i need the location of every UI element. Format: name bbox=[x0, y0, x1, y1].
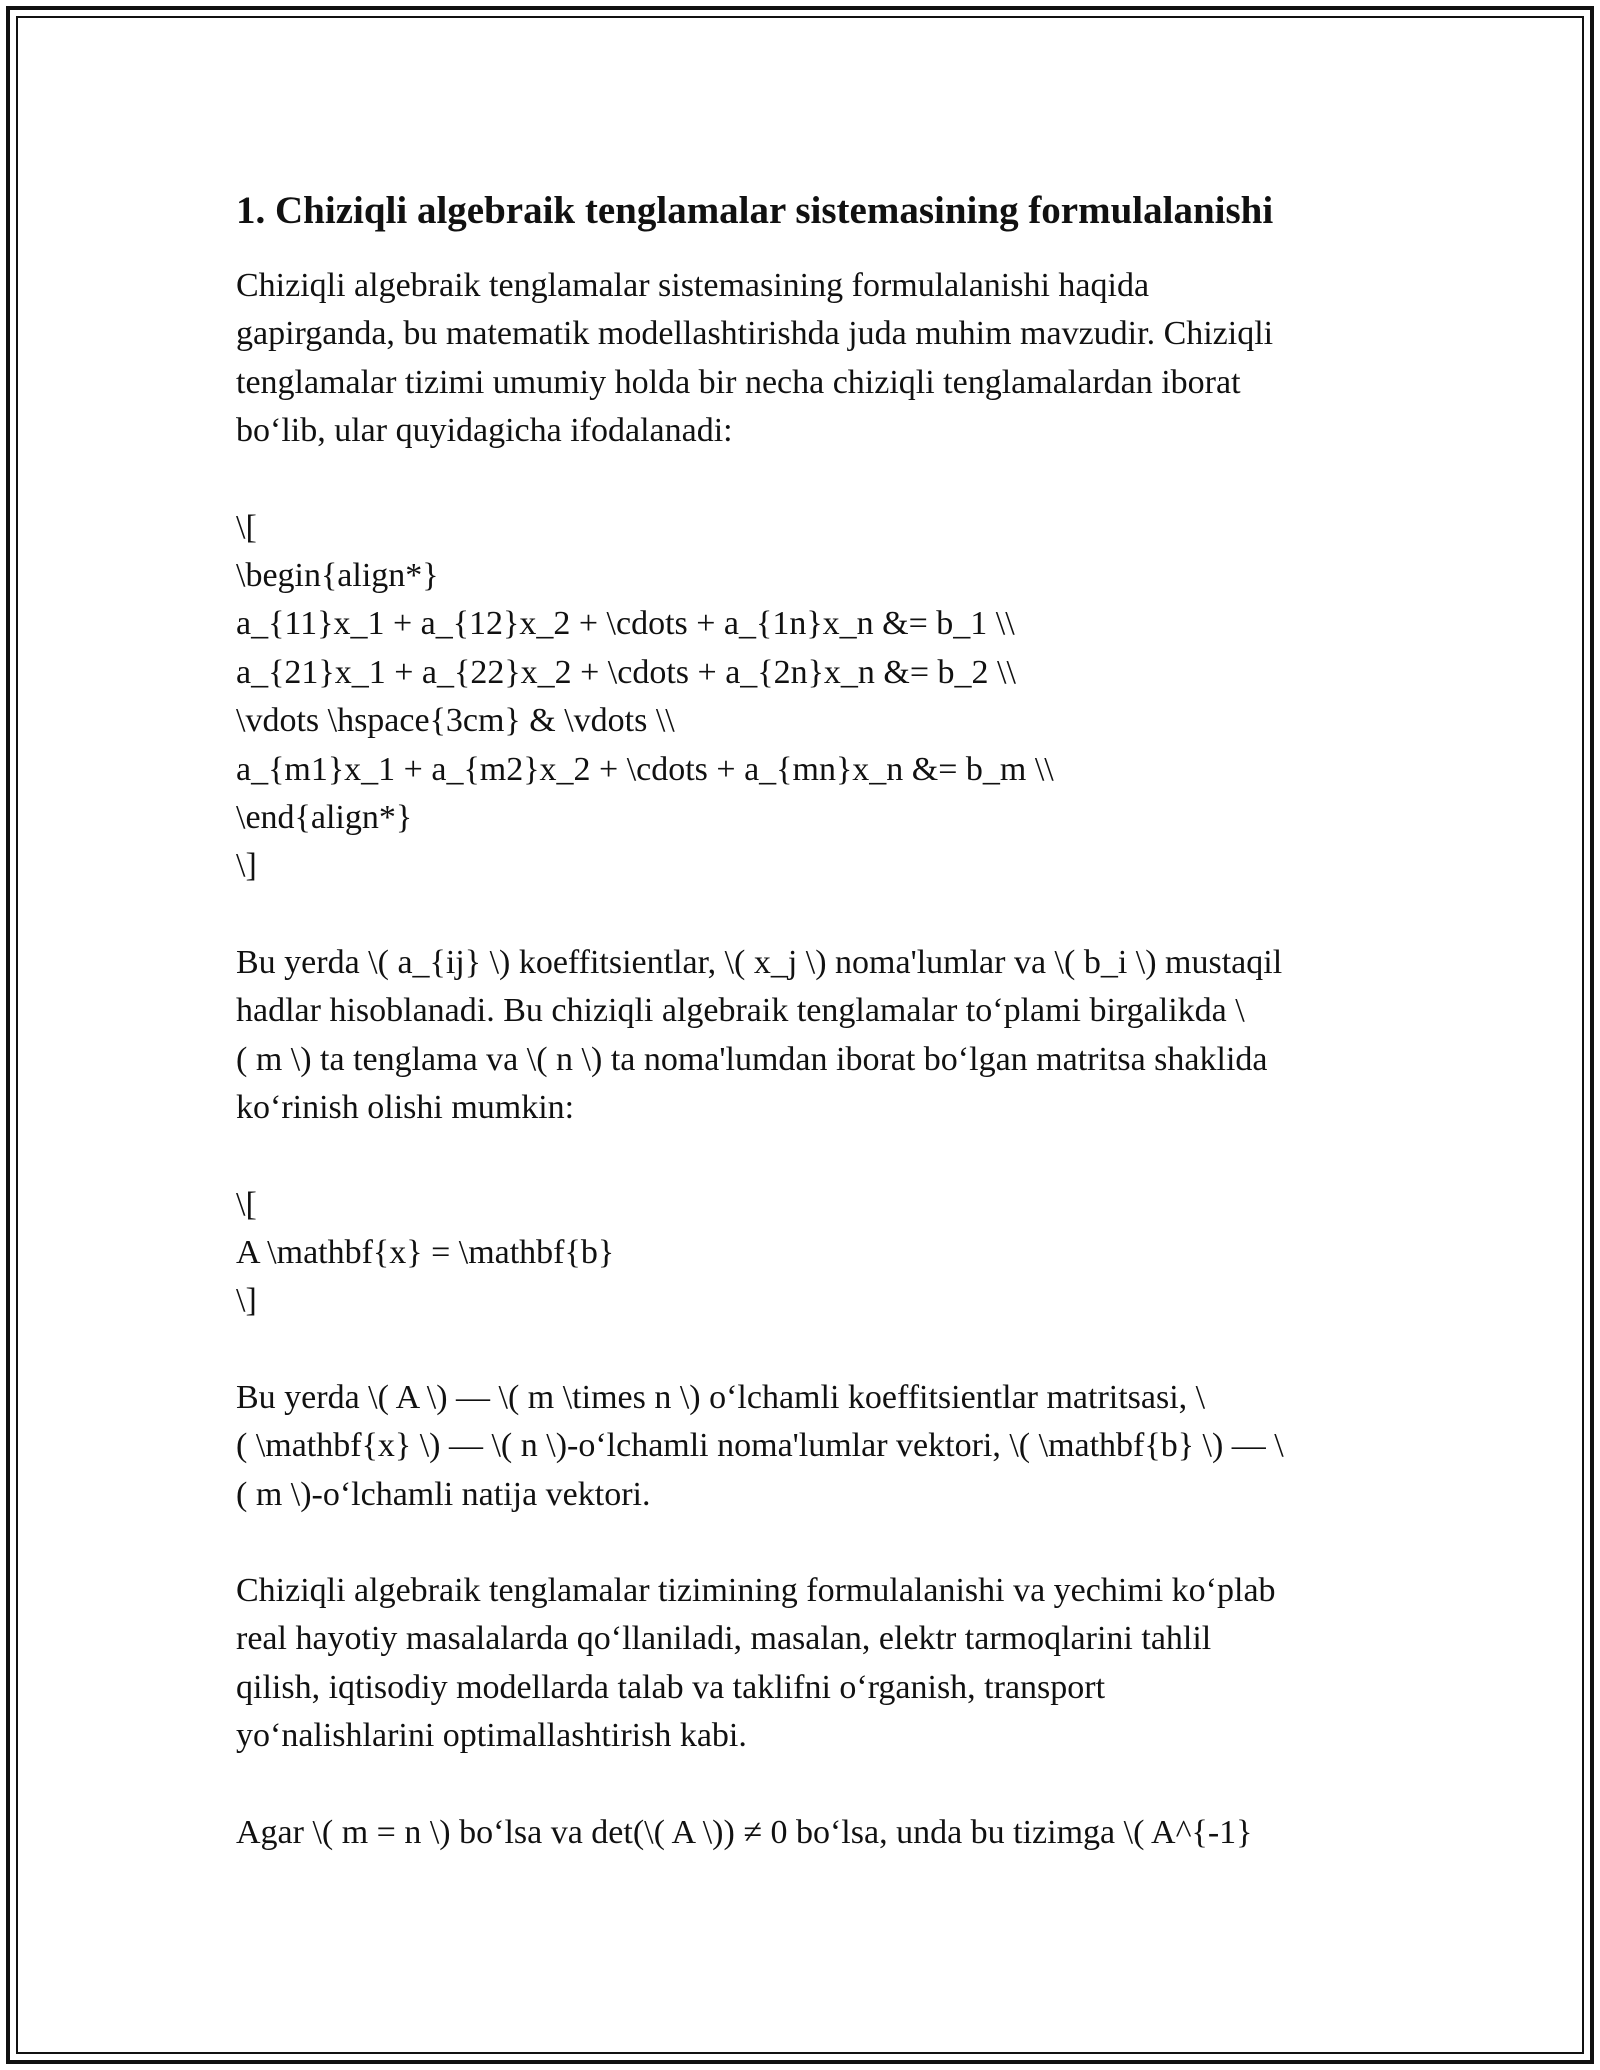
applications-paragraph bbox=[236, 1567, 1376, 1761]
system-formula-block bbox=[236, 504, 1376, 891]
text-line: real hayotiy masalalarda qo‘llaniladi, masalan, elektr tarmoqlarini tahlil bbox=[236, 1620, 1212, 1658]
formula-line: a_{21}x_1 + a_{22}x_2 + \cdots + a_{2n}x_n &= b_2 \\ bbox=[236, 653, 1016, 691]
text-line: Agar \( m = n \) bo‘lsa va det(\( A \)) ≠ 0 bo‘lsa, unda bu tizimga \( A^{-1} bbox=[236, 1813, 1253, 1851]
closing-paragraph bbox=[236, 1809, 1376, 1857]
definitions-paragraph bbox=[236, 1374, 1376, 1519]
section-heading: 1. Chiziqli algebraik tenglamalar sistemasining formulalanishi bbox=[236, 189, 1274, 232]
text-line: gapirganda, bu matematik modellashtirishda juda muhim mavzudir. Chiziqli bbox=[236, 315, 1274, 353]
text-line: ko‘rinish olishi mumkin: bbox=[236, 1089, 575, 1127]
text-line: bo‘lib, ular quyidagicha ifodalanadi: bbox=[236, 412, 733, 450]
text-line: ( m \) ta tenglama va \( n \) ta noma'lumdan iborat bo‘lgan matritsa shaklida bbox=[236, 1040, 1268, 1078]
text-line: Bu yerda \( A \) — \( m \times n \) o‘lchamli koeffitsientlar matritsasi, \ bbox=[236, 1378, 1206, 1416]
explanation-paragraph bbox=[236, 939, 1376, 1133]
formula-line: \vdots \hspace{3cm} & \vdots \\ bbox=[236, 702, 675, 740]
text-line: tenglamalar tizimi umumiy holda bir necha chiziqli tenglamalardan iborat bbox=[236, 363, 1241, 401]
formula-line: \begin{align*} bbox=[236, 557, 439, 595]
paragraph-gap bbox=[236, 456, 1376, 504]
paragraph-gap bbox=[236, 1326, 1376, 1374]
text-line: Bu yerda \( a_{ij} \) koeffitsientlar, \( x_j \) noma'lumlar va \( b_i \) mustaqil bbox=[236, 943, 1283, 981]
document-body bbox=[236, 186, 1376, 1857]
paragraph-gap bbox=[236, 891, 1376, 939]
formula-line: \[ bbox=[236, 508, 257, 546]
text-line: qilish, iqtisodiy modellarda talab va taklifni o‘rganish, transport bbox=[236, 1668, 1106, 1706]
intro-paragraph bbox=[236, 262, 1376, 456]
text-line: Chiziqli algebraik tenglamalar tizimining formulalanishi va yechimi ko‘plab bbox=[236, 1571, 1276, 1609]
text-line: hadlar hisoblanadi. Bu chiziqli algebraik tenglamalar to‘plami birgalikda \ bbox=[236, 992, 1245, 1030]
formula-line: \end{align*} bbox=[236, 799, 413, 837]
paragraph-gap bbox=[236, 1761, 1376, 1809]
text-line: yo‘nalishlarini optimallashtirish kabi. bbox=[236, 1717, 747, 1755]
matrix-formula-block bbox=[236, 1181, 1376, 1326]
formula-line: \] bbox=[236, 1282, 257, 1320]
formula-line: \] bbox=[236, 847, 257, 885]
text-line: Chiziqli algebraik tenglamalar sistemasining formulalanishi haqida bbox=[236, 267, 1150, 304]
formula-line: A \mathbf{x} = \mathbf{b} bbox=[236, 1233, 615, 1271]
text-line: ( \mathbf{x} \) — \( n \)-o‘lchamli noma'lumlar vektori, \( \mathbf{b} \) — \ bbox=[236, 1427, 1284, 1465]
formula-line: a_{11}x_1 + a_{12}x_2 + \cdots + a_{1n}x_n &= b_1 \\ bbox=[236, 605, 1015, 643]
formula-line: a_{m1}x_1 + a_{m2}x_2 + \cdots + a_{mn}x_n &= b_m \\ bbox=[236, 750, 1054, 788]
text-line: ( m \)-o‘lchamli natija vektori. bbox=[236, 1475, 651, 1513]
paragraph-gap bbox=[236, 1519, 1376, 1567]
formula-line: \[ bbox=[236, 1185, 257, 1223]
paragraph-gap bbox=[236, 1133, 1376, 1181]
